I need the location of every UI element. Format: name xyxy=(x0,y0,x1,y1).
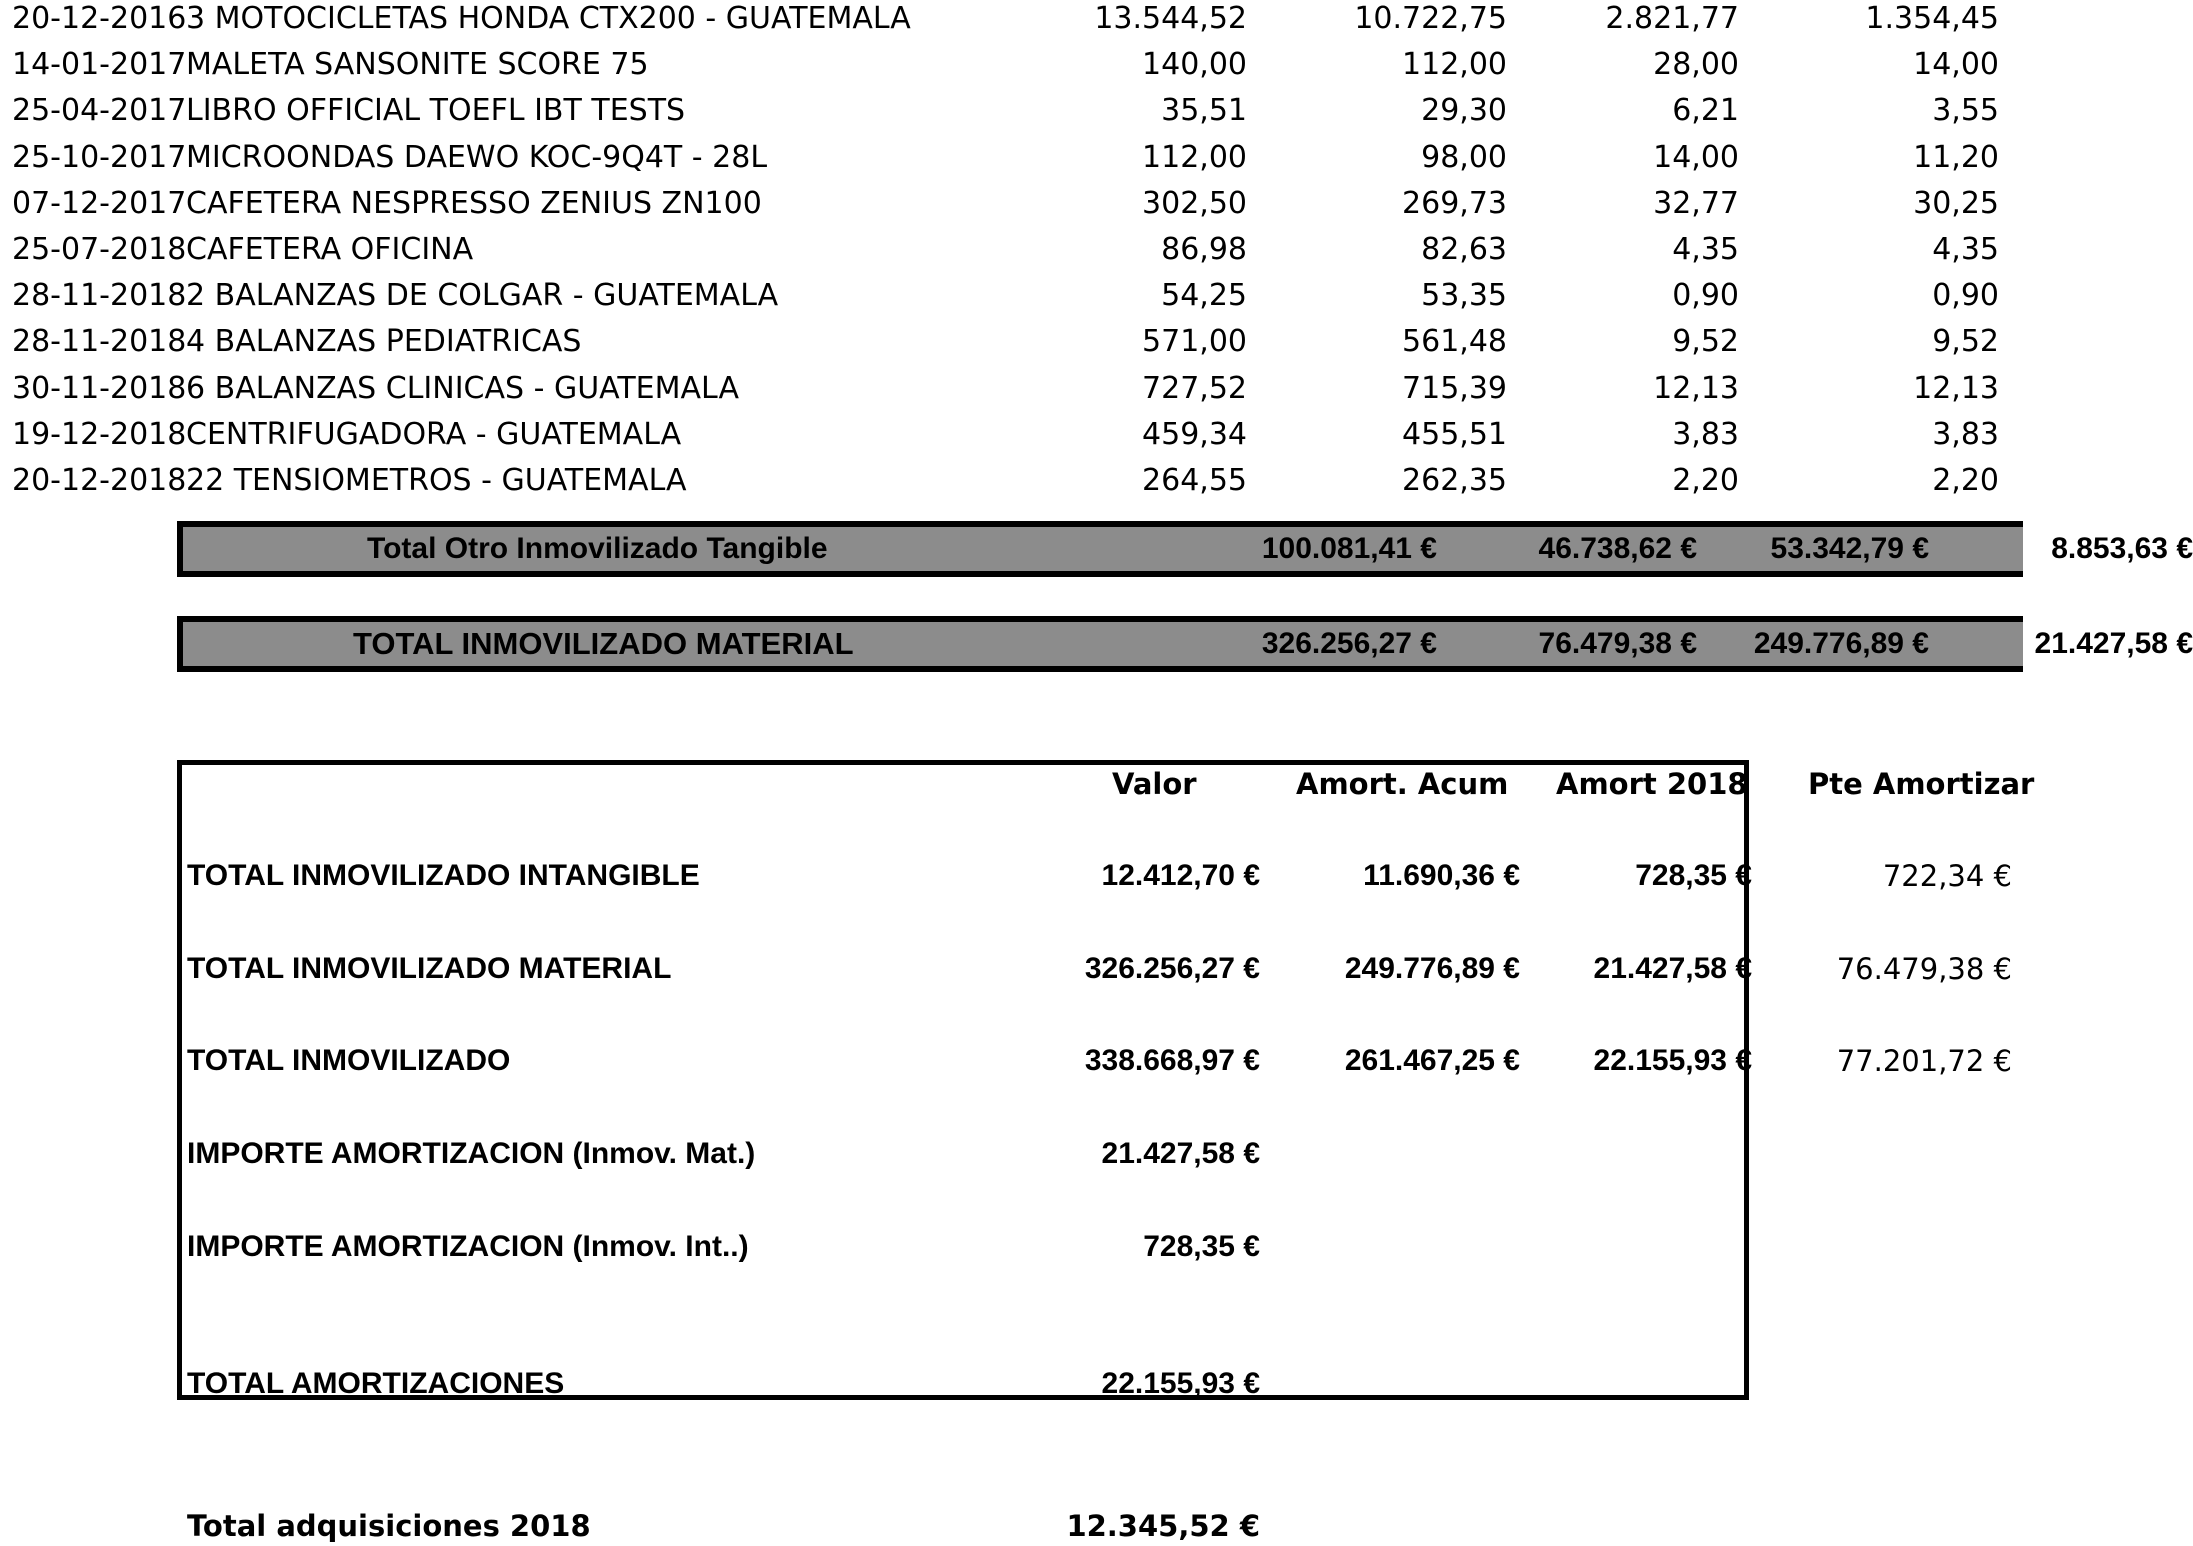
asset-amort-acum: 6,21 xyxy=(1672,93,1739,128)
asset-description: 6 BALANZAS CLINICAS - GUATEMALA xyxy=(186,371,739,406)
total-otro-bar xyxy=(177,521,2193,577)
asset-valor: 459,34 xyxy=(1142,417,1247,452)
asset-description: MALETA SANSONITE SCORE 75 xyxy=(186,47,649,82)
importe-mat-label: IMPORTE AMORTIZACION (Inmov. Mat.) xyxy=(187,1137,756,1170)
asset-amort-2018: 3,55 xyxy=(1932,93,1999,128)
asset-valor: 35,51 xyxy=(1161,93,1247,128)
summary-row-valor: 326.256,27 € xyxy=(1084,952,1260,985)
asset-valor: 302,50 xyxy=(1142,186,1247,221)
asset-pte-amortizar: 715,39 xyxy=(1402,371,1507,406)
asset-description: LIBRO OFFICIAL TOEFL IBT TESTS xyxy=(186,93,686,128)
asset-date: 14-01-2017 xyxy=(12,47,187,82)
importe-int-label: IMPORTE AMORTIZACION (Inmov. Int..) xyxy=(187,1230,749,1263)
asset-valor: 727,52 xyxy=(1142,371,1247,406)
summary-row-pte: 722,34 € xyxy=(1882,859,2012,893)
asset-valor: 112,00 xyxy=(1142,140,1247,175)
summary-row-label: TOTAL INMOVILIZADO xyxy=(187,1044,511,1077)
asset-amort-acum: 32,77 xyxy=(1653,186,1739,221)
asset-pte-amortizar: 561,48 xyxy=(1402,324,1507,359)
asset-description: 2 BALANZAS DE COLGAR - GUATEMALA xyxy=(186,278,779,313)
asset-amort-2018: 14,00 xyxy=(1913,47,1999,82)
asset-valor: 86,98 xyxy=(1161,232,1247,267)
adquisiciones-valor: 12.345,52 € xyxy=(1066,1509,1260,1543)
asset-pte-amortizar: 98,00 xyxy=(1421,140,1507,175)
asset-date: 19-12-2018 xyxy=(12,417,187,452)
asset-pte-amortizar: 82,63 xyxy=(1421,232,1507,267)
asset-amort-acum: 28,00 xyxy=(1653,47,1739,82)
asset-amort-acum: 0,90 xyxy=(1672,278,1739,313)
asset-amort-2018: 4,35 xyxy=(1932,232,1999,267)
asset-amort-2018: 0,90 xyxy=(1932,278,1999,313)
asset-pte-amortizar: 29,30 xyxy=(1421,93,1507,128)
total-otro-pte: 46.738,62 € xyxy=(1538,532,1697,565)
summary-row-amort: 728,35 € xyxy=(1635,859,1752,892)
total-otro-label: Total Otro Inmovilizado Tangible xyxy=(367,532,828,565)
summary-row-label: TOTAL INMOVILIZADO MATERIAL xyxy=(187,952,672,985)
asset-description: CAFETERA NESPRESSO ZENIUS ZN100 xyxy=(186,186,762,221)
asset-date: 20-12-2016 xyxy=(12,1,187,36)
asset-pte-amortizar: 112,00 xyxy=(1402,47,1507,82)
total-material-amort: 21.427,58 € xyxy=(2034,627,2193,660)
asset-amort-2018: 3,83 xyxy=(1932,417,1999,452)
asset-description: CAFETERA OFICINA xyxy=(186,232,474,267)
total-otro-amort: 8.853,63 € xyxy=(2051,532,2193,565)
asset-pte-amortizar: 269,73 xyxy=(1402,186,1507,221)
total-otro-valor: 100.081,41 € xyxy=(1261,532,1437,565)
asset-amort-2018: 12,13 xyxy=(1913,371,1999,406)
summary-row-valor: 338.668,97 € xyxy=(1084,1044,1260,1077)
asset-description: MICROONDAS DAEWO KOC-9Q4T - 28L xyxy=(186,140,768,175)
asset-date: 25-04-2017 xyxy=(12,93,187,128)
asset-valor: 54,25 xyxy=(1161,278,1247,313)
summary-row-acum: 249.776,89 € xyxy=(1344,952,1520,985)
header-amort-acum: Amort. Acum xyxy=(1296,767,1509,801)
asset-amort-acum: 3,83 xyxy=(1672,417,1739,452)
asset-date: 20-12-2018 xyxy=(12,463,187,498)
summary-row-pte: 76.479,38 € xyxy=(1836,952,2012,986)
asset-valor: 13.544,52 xyxy=(1094,1,1247,36)
total-material-valor: 326.256,27 € xyxy=(1261,627,1437,660)
total-amortizaciones-valor: 22.155,93 € xyxy=(1101,1367,1260,1400)
asset-amort-2018: 1.354,45 xyxy=(1865,1,1999,36)
total-material-label: TOTAL INMOVILIZADO MATERIAL xyxy=(353,626,854,661)
asset-date: 25-07-2018 xyxy=(12,232,187,267)
asset-date: 28-11-2018 xyxy=(12,324,187,359)
asset-amort-acum: 2,20 xyxy=(1672,463,1739,498)
header-valor: Valor xyxy=(1112,767,1197,801)
asset-pte-amortizar: 53,35 xyxy=(1421,278,1507,313)
asset-date: 28-11-2018 xyxy=(12,278,187,313)
summary-row-amort: 22.155,93 € xyxy=(1593,1044,1752,1077)
asset-amort-acum: 2.821,77 xyxy=(1605,1,1739,36)
asset-date: 07-12-2017 xyxy=(12,186,187,221)
summary-row-pte: 77.201,72 € xyxy=(1836,1044,2012,1078)
asset-description: 22 TENSIOMETROS - GUATEMALA xyxy=(186,463,687,498)
total-material-pte: 76.479,38 € xyxy=(1538,627,1697,660)
summary-row-acum: 11.690,36 € xyxy=(1363,859,1520,892)
summary-row-amort: 21.427,58 € xyxy=(1593,952,1752,985)
asset-description: CENTRIFUGADORA - GUATEMALA xyxy=(186,417,682,452)
asset-description: 3 MOTOCICLETAS HONDA CTX200 - GUATEMALA xyxy=(186,1,911,36)
asset-amort-2018: 11,20 xyxy=(1913,140,1999,175)
header-amort-2018: Amort 2018 xyxy=(1556,767,1748,801)
asset-amort-acum: 14,00 xyxy=(1653,140,1739,175)
summary-row-label: TOTAL INMOVILIZADO INTANGIBLE xyxy=(187,859,700,892)
asset-amort-2018: 9,52 xyxy=(1932,324,1999,359)
total-amortizaciones-label: TOTAL AMORTIZACIONES xyxy=(187,1367,565,1400)
summary-row-acum: 261.467,25 € xyxy=(1344,1044,1520,1077)
asset-amort-acum: 9,52 xyxy=(1672,324,1739,359)
asset-description: 4 BALANZAS PEDIATRICAS xyxy=(186,324,582,359)
asset-amort-2018: 30,25 xyxy=(1913,186,1999,221)
asset-date: 25-10-2017 xyxy=(12,140,187,175)
importe-int-valor: 728,35 € xyxy=(1143,1230,1260,1263)
asset-valor: 571,00 xyxy=(1142,324,1247,359)
asset-amort-2018: 2,20 xyxy=(1932,463,1999,498)
asset-pte-amortizar: 455,51 xyxy=(1402,417,1507,452)
header-pte-amortizar: Pte Amortizar xyxy=(1808,767,2035,801)
asset-date: 30-11-2018 xyxy=(12,371,187,406)
asset-pte-amortizar: 262,35 xyxy=(1402,463,1507,498)
summary-row-valor: 12.412,70 € xyxy=(1101,859,1260,892)
total-otro-acum: 53.342,79 € xyxy=(1770,532,1929,565)
asset-valor: 264,55 xyxy=(1142,463,1247,498)
importe-mat-valor: 21.427,58 € xyxy=(1101,1137,1260,1170)
asset-amort-acum: 4,35 xyxy=(1672,232,1739,267)
asset-valor: 140,00 xyxy=(1142,47,1247,82)
asset-amort-acum: 12,13 xyxy=(1653,371,1739,406)
asset-pte-amortizar: 10.722,75 xyxy=(1354,1,1507,36)
total-material-bar xyxy=(177,616,2193,672)
total-material-acum: 249.776,89 € xyxy=(1753,627,1929,660)
adquisiciones-label: Total adquisiciones 2018 xyxy=(187,1509,591,1543)
